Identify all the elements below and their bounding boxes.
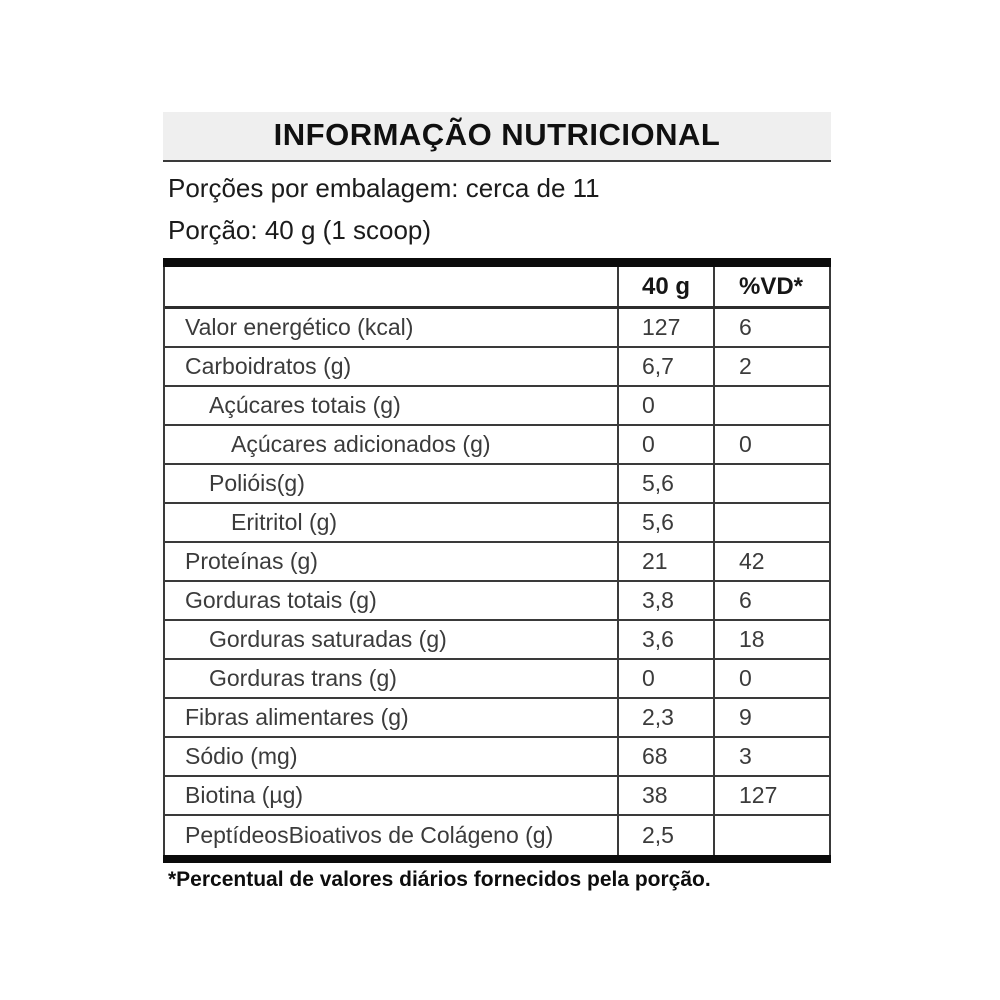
- nutrient-dv: 2: [713, 348, 829, 385]
- nutrient-label: Polióis(g): [209, 470, 305, 496]
- nutrient-label: Sódio (mg): [185, 743, 298, 769]
- nutrition-table: [163, 267, 831, 855]
- nutrient-dv: 9: [713, 699, 829, 736]
- table-row: [165, 699, 829, 738]
- nutrient-label: Biotina (µg): [185, 782, 304, 808]
- nutrient-dv: 0: [713, 426, 829, 463]
- nutrient-dv: 6: [713, 582, 829, 619]
- title-band: [163, 112, 831, 162]
- table-row: [165, 387, 829, 426]
- table-body: [165, 309, 829, 855]
- nutrient-amount: 21: [617, 543, 713, 580]
- nutrient-label: Açúcares totais (g): [209, 392, 401, 418]
- table-row: [165, 348, 829, 387]
- table-row: [165, 504, 829, 543]
- table-row: [165, 309, 829, 348]
- nutrient-label: Gorduras saturadas (g): [209, 626, 447, 652]
- nutrient-amount: 38: [617, 777, 713, 814]
- nutrient-dv: [713, 387, 829, 424]
- table-row: [165, 621, 829, 660]
- nutrient-label: Eritritol (g): [231, 509, 338, 535]
- nutrient-label: Carboidratos (g): [185, 353, 352, 379]
- table-row: [165, 582, 829, 621]
- header-amount-column: 40 g: [617, 267, 713, 306]
- nutrient-amount: 2,5: [617, 816, 713, 855]
- nutrient-amount: 2,3: [617, 699, 713, 736]
- nutrient-amount: 5,6: [617, 504, 713, 541]
- table-row: [165, 543, 829, 582]
- nutrient-dv: 0: [713, 660, 829, 697]
- nutrient-dv: [713, 504, 829, 541]
- nutrient-amount: 3,6: [617, 621, 713, 658]
- table-row: [165, 816, 829, 855]
- nutrient-label: Gorduras trans (g): [209, 665, 397, 691]
- nutrition-facts-label: [163, 112, 831, 892]
- nutrient-amount: 0: [617, 426, 713, 463]
- nutrient-label: Gorduras totais (g): [185, 587, 377, 613]
- table-row: [165, 465, 829, 504]
- nutrient-dv: 3: [713, 738, 829, 775]
- nutrient-label: Açúcares adicionados (g): [231, 431, 491, 457]
- serving-size-line: Porção: 40 g (1 scoop): [168, 215, 432, 245]
- nutrient-dv: 18: [713, 621, 829, 658]
- table-header-row: [165, 267, 829, 309]
- top-divider-bar: [163, 258, 831, 267]
- bottom-divider-bar: [163, 855, 831, 863]
- nutrient-dv: 127: [713, 777, 829, 814]
- nutrient-amount: 0: [617, 660, 713, 697]
- nutrient-amount: 3,8: [617, 582, 713, 619]
- table-row: [165, 660, 829, 699]
- servings-per-package-line: Porções por embalagem: cerca de 11: [168, 173, 600, 203]
- nutrient-amount: 127: [617, 309, 713, 346]
- table-row: [165, 777, 829, 816]
- nutrient-dv: 42: [713, 543, 829, 580]
- nutrient-label: PeptídeosBioativos de Colágeno (g): [185, 822, 554, 848]
- nutrient-label: Valor energético (kcal): [185, 314, 414, 340]
- nutrient-dv: [713, 816, 829, 855]
- nutrient-amount: 5,6: [617, 465, 713, 502]
- nutrient-dv: 6: [713, 309, 829, 346]
- nutrient-amount: 6,7: [617, 348, 713, 385]
- nutrient-dv: [713, 465, 829, 502]
- nutrient-label: Proteínas (g): [185, 548, 318, 574]
- nutrient-amount: 68: [617, 738, 713, 775]
- table-row: [165, 426, 829, 465]
- table-row: [165, 738, 829, 777]
- header-dv-column: %VD*: [713, 267, 829, 306]
- nutrient-amount: 0: [617, 387, 713, 424]
- nutrient-label: Fibras alimentares (g): [185, 704, 409, 730]
- page-title: INFORMAÇÃO NUTRICIONAL: [273, 117, 721, 152]
- daily-value-footnote: *Percentual de valores diários fornecidos pela porção.: [168, 868, 711, 891]
